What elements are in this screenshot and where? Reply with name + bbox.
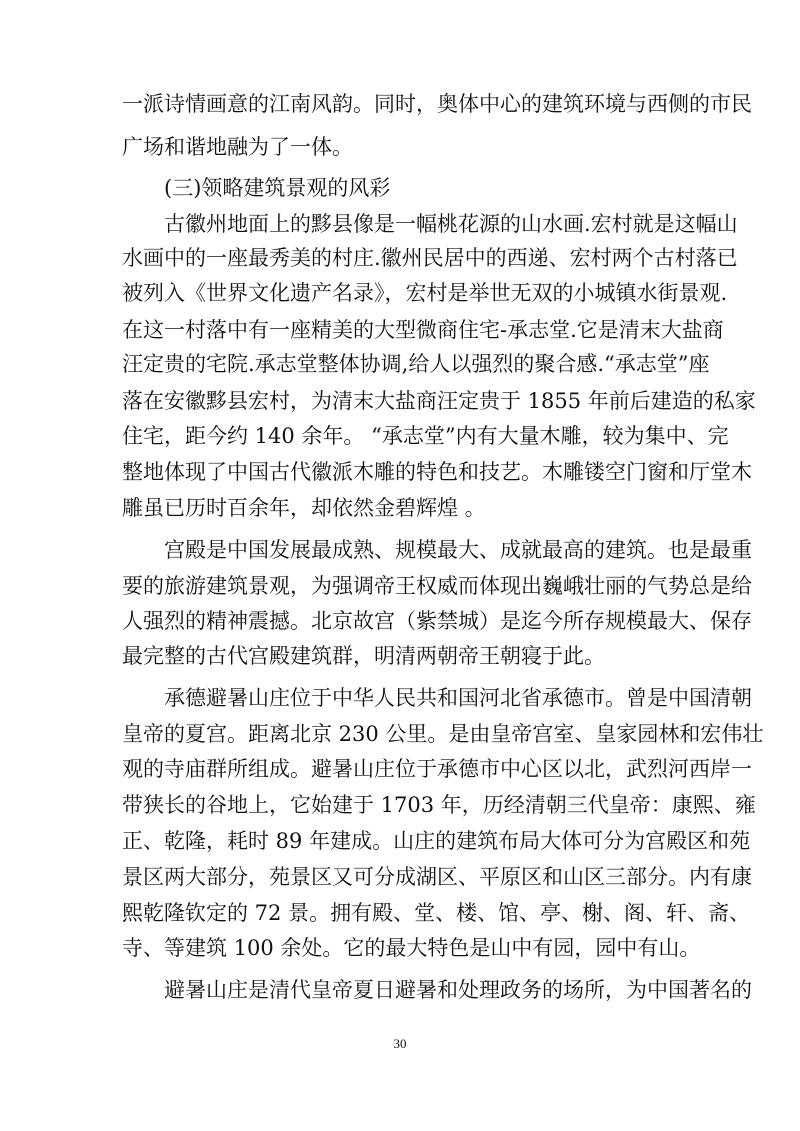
body-text-line: 人强烈的精神震撼。北京故宫（紫禁城）是迄今所存规模最大、保存 <box>122 609 752 633</box>
body-text-line: 古徽州地面上的黟县像是一幅桃花源的山水画.宏村就是这幅山 <box>164 212 738 236</box>
section-heading: (三)领略建筑景观的风彩 <box>164 176 391 200</box>
body-text-line: 最完整的古代宫殿建筑群，明清两朝帝王朝寝于此。 <box>122 644 605 668</box>
body-text-line: 景区两大部分，苑景区又可分成湖区、平原区和山区三部分。内有康 <box>122 865 752 889</box>
body-text-line: 正、乾隆，耗时 89 年建成。山庄的建筑布局大体可分为宫殿区和苑 <box>122 829 751 853</box>
body-text-line: 寺、等建筑 100 余处。它的最大特色是山中有园，园中有山。 <box>122 936 701 960</box>
body-text-line: 观的寺庙群所组成。避暑山庄位于承德市中心区以北，武烈河西岸一 <box>122 757 752 781</box>
body-text-line: 宫殿是中国发展最成熟、规模最大、成就最高的建筑。也是最重 <box>164 538 752 562</box>
body-text-line: 带狭长的谷地上，它始建于 1703 年，历经清朝三代皇帝：康熙、雍 <box>122 793 756 817</box>
body-text-line: 落在安徽黟县宏村，为清末大盐商汪定贵于 1855 年前后建造的私家 <box>122 389 756 413</box>
body-text-line: 整地体现了中国古代徽派木雕的特色和技艺。木雕镂空门窗和厅堂木 <box>122 460 752 484</box>
body-text-line: 雕虽已历时百余年，却依然金碧辉煌 。 <box>122 496 486 520</box>
body-text-line: 在这一村落中有一座精美的大型微商住宅-承志堂.它是清末大盐商 <box>122 318 724 342</box>
body-text-line: 一派诗情画意的江南风韵。同时，奥体中心的建筑环境与西侧的市民 <box>122 92 752 116</box>
body-text-line: 水画中的一座最秀美的村庄.徽州民居中的西递、宏村两个古村落已 <box>122 246 738 270</box>
body-text-line: 要的旅游建筑景观，为强调帝王权威而体现出巍峨壮丽的气势总是给 <box>122 574 752 598</box>
body-text-line: 皇帝的夏宫。距离北京 230 公里。是由皇帝宫室、皇家园林和宏伟壮 <box>122 722 764 746</box>
body-text-line: 避暑山庄是清代皇帝夏日避暑和处理政务的场所，为中国著名的 <box>164 978 752 1002</box>
body-text-line: 住宅，距今约 140 余年。 “承志堂”内有大量木雕，较为集中、完 <box>122 424 729 448</box>
body-text-line: 被列入《世界文化遗产名录》，宏村是举世无双的小城镇水街景观. <box>122 281 728 305</box>
body-text-line: 汪定贵的宅院.承志堂整体协调,给人以强烈的聚合感.“承志堂”座 <box>122 352 710 376</box>
body-text-line: 承德避暑山庄位于中华人民共和国河北省承德市。曾是中国清朝 <box>164 686 752 710</box>
body-text-line: 广场和谐地融为了一体。 <box>122 135 353 159</box>
page-number: 30 <box>393 1036 407 1051</box>
body-text-line: 熙乾隆钦定的 72 景。拥有殿、堂、楼、馆、亭、榭、阁、轩、斋、 <box>122 901 751 925</box>
